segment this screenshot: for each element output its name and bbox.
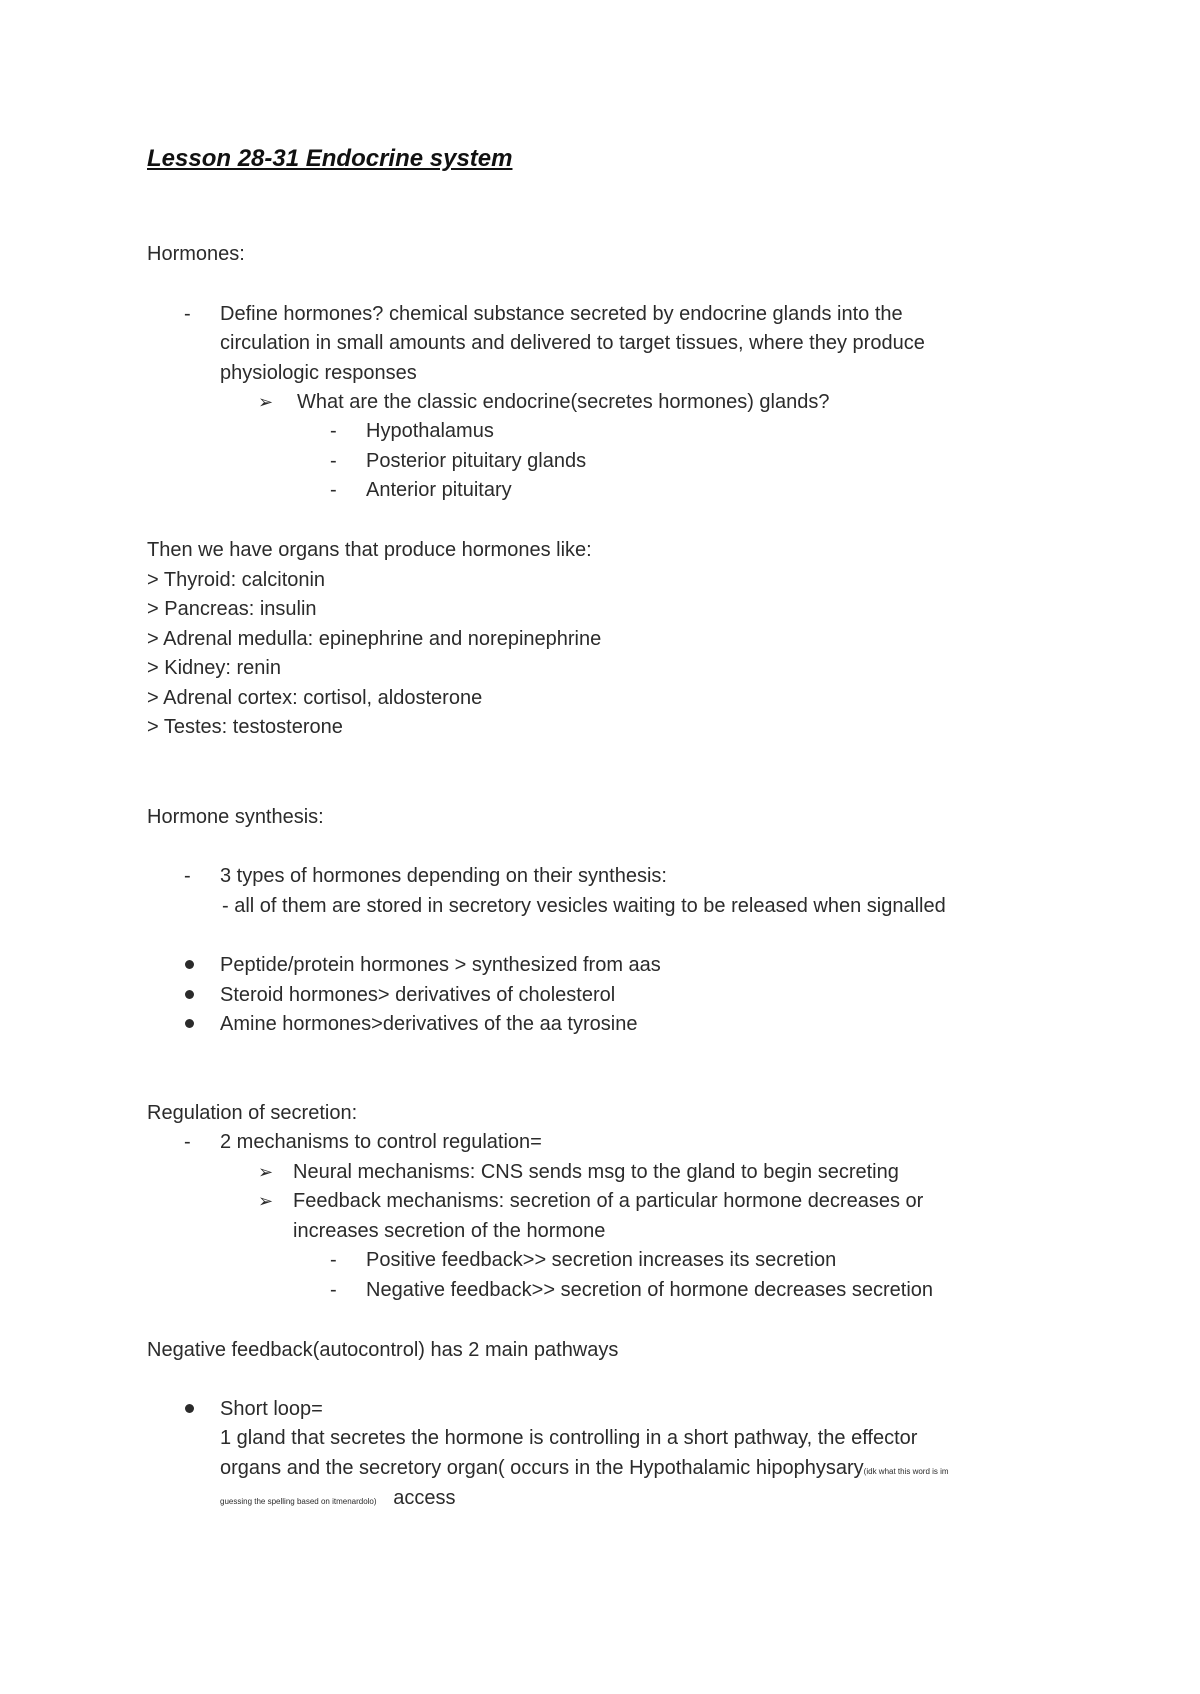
short-loop-line-3 bbox=[220, 1486, 455, 1510]
organ-item: > Adrenal medulla: epinephrine and norepinephrine bbox=[147, 628, 602, 650]
bullet-dot bbox=[185, 990, 194, 999]
dash-bullet: - bbox=[330, 479, 337, 501]
neural-mechanisms: Neural mechanisms: CNS sends msg to the gland to begin secreting bbox=[293, 1161, 899, 1183]
dash-bullet: - bbox=[330, 1279, 337, 1301]
positive-feedback: Positive feedback>> secretion increases its secretion bbox=[366, 1249, 837, 1271]
synthesis-bullet: Steroid hormones> derivatives of cholesterol bbox=[220, 984, 616, 1006]
short-loop-line-2 bbox=[220, 1456, 949, 1480]
short-loop-label: Short loop= bbox=[220, 1398, 323, 1420]
bullet-dot bbox=[185, 1404, 194, 1413]
dash-bullet: - bbox=[184, 303, 191, 325]
synthesis-bullet: Peptide/protein hormones > synthesized from aas bbox=[220, 954, 661, 976]
synthesis-types: 3 types of hormones depending on their synthesis: bbox=[220, 865, 667, 887]
organ-item: > Adrenal cortex: cortisol, aldosterone bbox=[147, 687, 483, 709]
feedback-line-1: Feedback mechanisms: secretion of a particular hormone decreases or bbox=[293, 1190, 924, 1212]
access-word: access bbox=[393, 1487, 456, 1509]
section-heading-hormones: Hormones: bbox=[147, 243, 245, 265]
bullet-dot bbox=[185, 1019, 194, 1028]
short-loop-text: organs and the secretory organ( occurs in the Hypothalamic hipophysary bbox=[220, 1457, 864, 1479]
gland-item: Anterior pituitary bbox=[366, 479, 512, 501]
spelling-note: (idk what this word is im bbox=[863, 1467, 949, 1476]
define-line-2: circulation in small amounts and delivered to target tissues, where they produce bbox=[220, 332, 925, 354]
page-title: Lesson 28-31 Endocrine system bbox=[147, 145, 513, 172]
organ-item: > Thyroid: calcitonin bbox=[147, 569, 326, 591]
define-line-3: physiologic responses bbox=[220, 362, 417, 384]
dash-bullet: - bbox=[184, 865, 191, 887]
synthesis-bullet: Amine hormones>derivatives of the aa tyrosine bbox=[220, 1013, 638, 1035]
organ-item: > Testes: testosterone bbox=[147, 716, 343, 738]
dash-bullet: - bbox=[330, 1249, 337, 1271]
organ-item: > Kidney: renin bbox=[147, 657, 281, 679]
arrow-bullet-icon: ➢ bbox=[258, 1162, 274, 1182]
section-heading-regulation: Regulation of secretion: bbox=[147, 1102, 358, 1124]
define-line-1: Define hormones? chemical substance secreted by endocrine glands into the bbox=[220, 303, 903, 325]
dash-bullet: - bbox=[330, 450, 337, 472]
spelling-note-cont: guessing the spelling based on itmenardolo) bbox=[220, 1497, 377, 1506]
dash-bullet: - bbox=[184, 1131, 191, 1153]
regulation-mechanisms: 2 mechanisms to control regulation= bbox=[220, 1131, 542, 1153]
arrow-bullet-icon: ➢ bbox=[258, 1191, 274, 1211]
organ-item: > Pancreas: insulin bbox=[147, 598, 317, 620]
negative-feedback: Negative feedback>> secretion of hormone decreases secretion bbox=[366, 1279, 934, 1301]
arrow-bullet-icon: ➢ bbox=[258, 392, 274, 412]
organs-intro: Then we have organs that produce hormones like: bbox=[147, 539, 592, 561]
glands-question: What are the classic endocrine(secretes hormones) glands? bbox=[297, 391, 830, 413]
bullet-dot bbox=[185, 960, 194, 969]
short-loop-line-1: 1 gland that secretes the hormone is controlling in a short pathway, the effector bbox=[220, 1427, 918, 1449]
section-heading-synthesis: Hormone synthesis: bbox=[147, 806, 324, 828]
negative-feedback-heading: Negative feedback(autocontrol) has 2 main pathways bbox=[147, 1339, 619, 1361]
gland-item: Posterior pituitary glands bbox=[366, 450, 587, 472]
dash-bullet: - bbox=[330, 420, 337, 442]
feedback-line-2: increases secretion of the hormone bbox=[293, 1220, 606, 1242]
gland-item: Hypothalamus bbox=[366, 420, 494, 442]
synthesis-stored: - all of them are stored in secretory vesicles waiting to be released when signalled bbox=[222, 895, 946, 917]
